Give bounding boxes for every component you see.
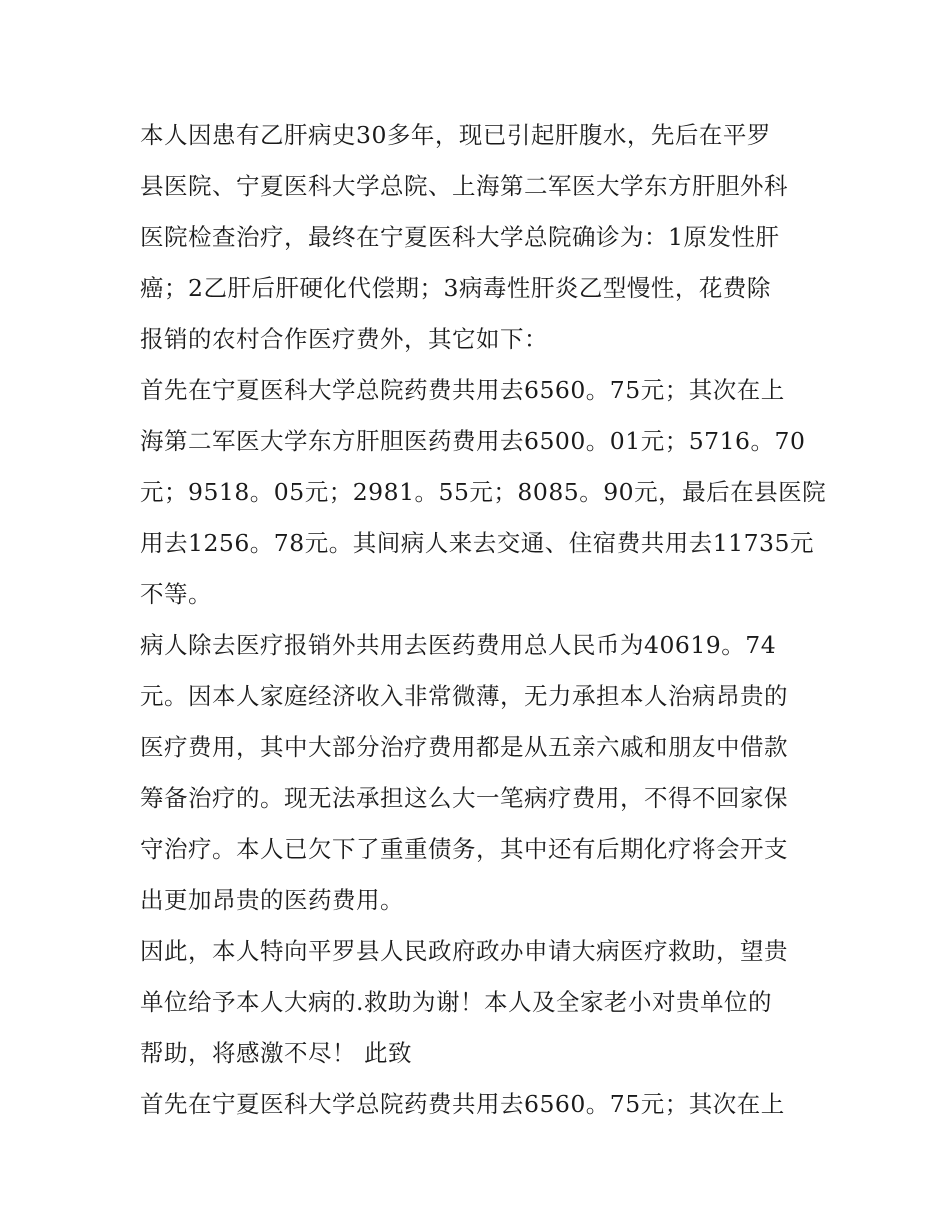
text-line: 元；9518。05元；2981。55元；8085。90元，最后在县医院 [140,478,827,506]
text-line: 医院检查治疗，最终在宁夏医科大学总院确诊为：1原发性肝 [140,223,780,251]
text-line: 单位给予本人大病的.救助为谢！本人及全家老小对贵单位的 [140,988,772,1016]
text-line: 海第二军医大学东方肝胆医药费用去6500。01元；5716。70 [140,427,806,455]
text-line: 出更加昂贵的医药费用。 [140,886,404,914]
text-line: 报销的农村合作医疗费外，其它如下： [140,325,548,353]
text-line: 县医院、宁夏医科大学总院、上海第二军医大学东方肝胆外科 [140,172,788,200]
text-line: 因此，本人特向平罗县人民政府政办申请大病医疗救助，望贵 [140,937,788,965]
text-line: 帮助，将感激不尽！ 此致 [140,1039,412,1067]
text-line: 守治疗。本人已欠下了重重债务，其中还有后期化疗将会开支 [140,835,788,863]
text-line: 首先在宁夏医科大学总院药费共用去6560。75元；其次在上 [140,1090,785,1118]
text-line: 元。因本人家庭经济收入非常微薄，无力承担本人治病昂贵的 [140,682,788,710]
document-body [140,110,827,1130]
text-line: 医疗费用，其中大部分治疗费用都是从五亲六戚和朋友中借款 [140,733,788,761]
text-line: 首先在宁夏医科大学总院药费共用去6560。75元；其次在上 [140,376,785,404]
text-line: 用去1256。78元。其间病人来去交通、住宿费共用去11735元 [140,529,814,557]
text-line: 筹备治疗的。现无法承担这么大一笔病疗费用，不得不回家保 [140,784,788,812]
text-line: 癌；2乙肝后肝硬化代偿期；3病毒性肝炎乙型慢性，花费除 [140,274,771,302]
text-line: 不等。 [140,580,212,608]
text-line: 本人因患有乙肝病史30多年，现已引起肝腹水，先后在平罗 [140,121,771,149]
text-line: 病人除去医疗报销外共用去医药费用总人民币为40619。74 [140,631,777,659]
